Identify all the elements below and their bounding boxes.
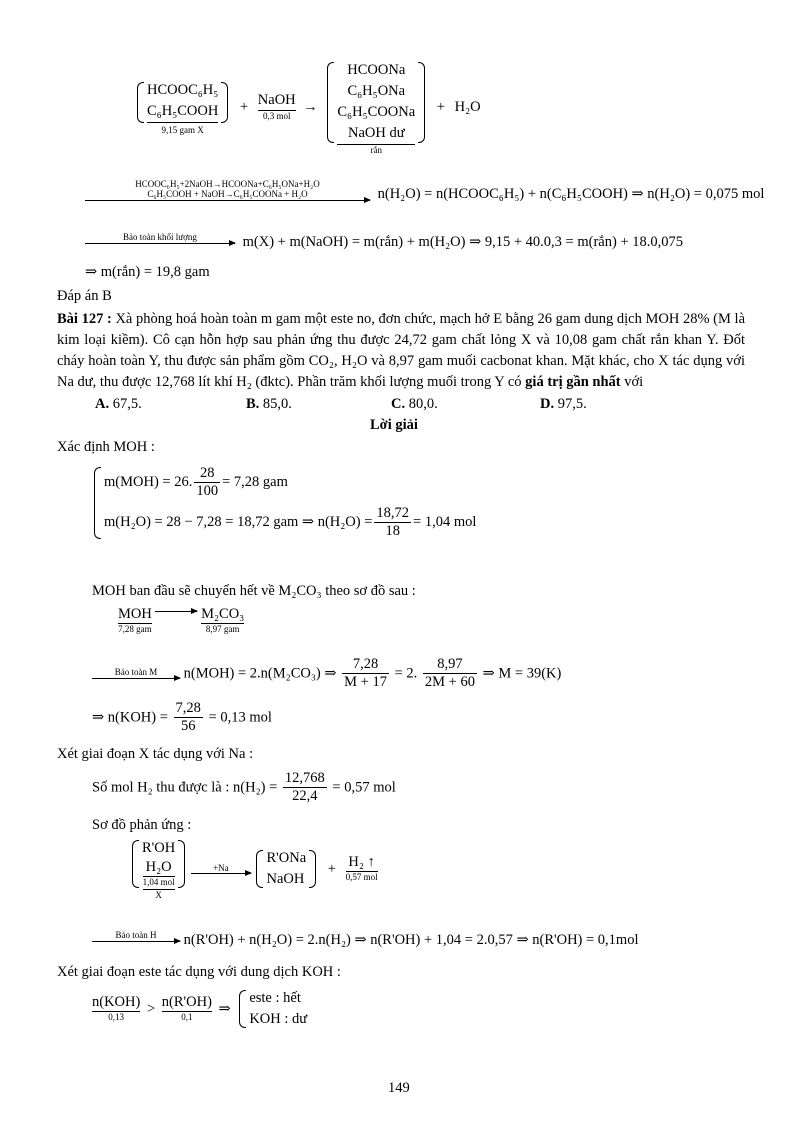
compare-left: n(KOH) (92, 994, 140, 1012)
f2-den: 2M + 60 (424, 674, 475, 691)
row-2-rhs: = 1,04 mol (413, 514, 477, 530)
option-d[interactable] (540, 396, 587, 413)
bt-m-line (92, 656, 561, 692)
na-right-row-1: R'ONa (266, 850, 307, 867)
m2co3-mass: 8,97 gam (205, 624, 240, 635)
problem-127 (57, 309, 745, 393)
reactant-1: HCOOC₆H₅ (147, 82, 219, 99)
equation-line-3: ⇒ m(rắn) = 19,8 gam (85, 264, 210, 280)
arrow-label-bt-h: Bảo toàn H (115, 930, 157, 941)
equation-2-result: m(X) + m(NaOH) = m(rắn) + m(H₂O) ⇒ 9,15 + 40.0,3 = m(rắn) + 18.0,075 (242, 234, 683, 250)
f1-den: M + 17 (344, 674, 387, 691)
n-roh-term (162, 994, 212, 1024)
na-arrow (191, 864, 251, 875)
h2-gas: H₂ ↑ (346, 854, 378, 872)
water-product: H₂O (454, 99, 481, 116)
product-1: HCOONa (347, 62, 406, 78)
m2co3-formula: M₂CO₃ (201, 606, 244, 624)
option-c[interactable] (391, 396, 438, 413)
water-amount: 1,04 mol (143, 877, 175, 890)
arrow-bt-m (92, 668, 180, 679)
option-a-key: A. (95, 396, 110, 412)
option-a[interactable] (95, 396, 142, 413)
moh-term (118, 606, 152, 636)
n-koh-fraction (174, 700, 203, 736)
equation-line-1 (85, 180, 764, 203)
row-2-num: 18,72 (374, 505, 411, 523)
system-1-row-2 (104, 505, 476, 541)
water-term (143, 859, 175, 890)
moh-formula: MOH (118, 606, 152, 624)
products-box (325, 60, 427, 145)
compare-line (92, 988, 307, 1030)
row-1-lhs: m(MOH) = 26. (104, 474, 193, 491)
naoh-formula: NaOH (258, 92, 296, 110)
bt-m-fraction-1 (342, 656, 389, 692)
h2-fraction (283, 770, 327, 806)
product-3: C₆H₅COONa (337, 104, 416, 121)
bt-h-line (92, 928, 639, 949)
reaction-arrow: → (303, 99, 318, 116)
compare-gt: > (146, 1000, 156, 1017)
moh-arrow (155, 611, 197, 612)
moh-mass: 7,28 gam (118, 624, 152, 635)
previous-answer: Đáp án B (57, 288, 112, 304)
bt-h-result: n(R'OH) + n(H₂O) = 2.n(H₂) ⇒ n(R'OH) + 1,04 = 2.0,57 ⇒ n(R'OH) = 0,1mol (183, 932, 639, 948)
option-a-value: 67,5. (112, 396, 142, 412)
h2-lhs: Số mol H₂ thu được là : (92, 779, 230, 796)
option-b-value: 85,0. (262, 396, 292, 412)
h2-line (92, 770, 396, 806)
row-1-num: 28 (194, 465, 220, 483)
arrow-bt-h (92, 931, 180, 942)
bt-m-rhs: ⇒ M = 39(K) (482, 665, 562, 682)
compare-implies: ⇒ (218, 1000, 231, 1017)
n-koh-lhs: ⇒ n(KOH) = (92, 709, 168, 726)
moh-sentence: MOH ban đầu sẽ chuyển hết về M₂CO₃ theo sơ đồ sau : (92, 583, 416, 599)
naoh-term (258, 92, 296, 122)
option-d-value: 97,5. (557, 396, 587, 412)
system-1-row-1 (104, 465, 476, 501)
equation-1-result: n(H₂O) = n(HCOOC₆H₅) + n(C₆H₅COOH) ⇒ n(H₂O) = 0,075 mol (377, 185, 765, 202)
na-plus: + (327, 860, 336, 877)
na-arrow-label: +Na (213, 862, 229, 873)
na-left-box (130, 838, 187, 890)
compare-right: n(R'OH) (162, 994, 212, 1012)
system-1 (92, 465, 476, 541)
row-2-fraction (374, 505, 411, 541)
f1-num: 7,28 (342, 656, 389, 674)
arrow-label-1: HCOOC₆H₅+2NaOH→HCOONa+C₆H₅ONa+H₂O (135, 179, 320, 189)
system-1-brace (92, 465, 476, 541)
option-c-value: 80,0. (408, 396, 438, 412)
row-2-lhs: m(H₂O) = 28 − 7,28 = 18,72 gam ⇒ n(H₂O) = (104, 514, 373, 530)
n-koh-num: 7,28 (174, 700, 203, 718)
m2co3-term (201, 606, 244, 636)
na-left-row-2: H₂O (143, 859, 175, 877)
problem-label: Bài 127 : (57, 311, 112, 327)
reactants-box (135, 80, 230, 125)
h2-var: n(H₂) = (233, 779, 278, 796)
step-1-heading: Xác định MOH : (57, 439, 155, 455)
arrow-label-2: C₆H₅COOH + NaOH→C₆H₅COONa + H₂O (147, 188, 308, 199)
h2-num: 12,768 (283, 770, 327, 788)
plus-sign-2: + (436, 99, 445, 116)
na-scheme (130, 838, 378, 900)
compare-left-label: 0,13 (108, 1012, 125, 1023)
n-koh-term (92, 994, 140, 1024)
plus-sign-1: + (239, 99, 249, 116)
problem-text: Xà phòng hoá hoàn toàn m gam một este no, đơn chức, mạch hở E bằng 26 gam dung dịch MOH 28% (M là kim loại kiềm). Cô cạn hỗn hợp sau phản ứng thu được 24,72 gam chất lỏng X và 10,08 gam chất rắn khan Y. Đốt cháy hoàn toàn Y, thu được sản phẩm gồm CO₂, H₂O và 8,97 gam muối cacbonat khan. Mặt khác, cho X tác dụng với Na dư, thu được 12,768 lít khí H₂ (đktc). Phần trăm khối lượng muối trong Y có (57, 311, 746, 390)
row-1-den: 100 (196, 483, 219, 500)
h2-rhs: = 0,57 mol (332, 779, 396, 796)
scheme-heading: Sơ đồ phản ứng : (92, 817, 192, 833)
solution-heading: Lời giải (370, 417, 418, 433)
step-3-heading: Xét giai đoạn este tác dụng với dung dịch KOH : (57, 964, 341, 980)
arrow-reactions (85, 180, 370, 201)
arrow-label-bt-m: Bảo toàn M (114, 667, 158, 678)
bt-m-fraction-2 (423, 656, 477, 692)
problem-bold-phrase: giá trị gần nhất (525, 374, 621, 390)
na-left-row-1: R'OH (142, 840, 176, 856)
top-reaction-scheme (135, 60, 481, 155)
product-2: C₆H₅ONa (347, 83, 406, 100)
f2-num: 8,97 (423, 656, 477, 674)
h2-gas-amount: 0,57 mol (345, 872, 378, 883)
naoh-amount: 0,3 mol (262, 110, 291, 121)
na-right-row-2: NaOH (266, 871, 305, 888)
row-2-den: 18 (385, 523, 400, 540)
n-koh-den: 56 (180, 718, 196, 735)
product-4: NaOH dư (337, 123, 415, 145)
na-right-box (254, 848, 318, 890)
compare-right-label: 0,1 (181, 1012, 193, 1023)
option-c-key: C. (391, 396, 406, 412)
arrow-mass-conservation (85, 233, 235, 244)
step-2-heading: Xét giai đoạn X tác dụng với Na : (57, 746, 254, 762)
compare-row-1: este : hết (249, 990, 301, 1006)
bt-m-mid: = 2. (394, 665, 418, 682)
bt-m-lhs: n(MOH) = 2.n(M₂CO₃) ⇒ (183, 665, 337, 682)
h2-gas-term (346, 854, 378, 884)
row-1-fraction (194, 465, 220, 501)
option-d-key: D. (540, 396, 555, 412)
products-label: rắn (370, 145, 383, 156)
option-b[interactable] (246, 396, 292, 413)
problem-text-end: với (624, 374, 644, 390)
arrow-label-mass: Bảo toàn khối lượng (123, 232, 197, 243)
option-b-key: B. (246, 396, 260, 412)
h2-den: 22,4 (292, 788, 318, 805)
na-left-label: X (155, 890, 162, 901)
row-1-rhs: = 7,28 gam (222, 474, 288, 491)
n-koh-line (92, 700, 272, 736)
compare-system (237, 988, 307, 1030)
equation-line-2 (85, 230, 683, 251)
compare-row-2: KOH : dư (249, 1011, 308, 1028)
reactants-label: 9,15 gam X (161, 125, 204, 136)
moh-scheme (118, 606, 244, 636)
page-number: 149 (388, 1080, 410, 1096)
reactant-2: C₆H₅COOH (147, 101, 218, 123)
n-koh-rhs: = 0,13 mol (208, 709, 272, 726)
